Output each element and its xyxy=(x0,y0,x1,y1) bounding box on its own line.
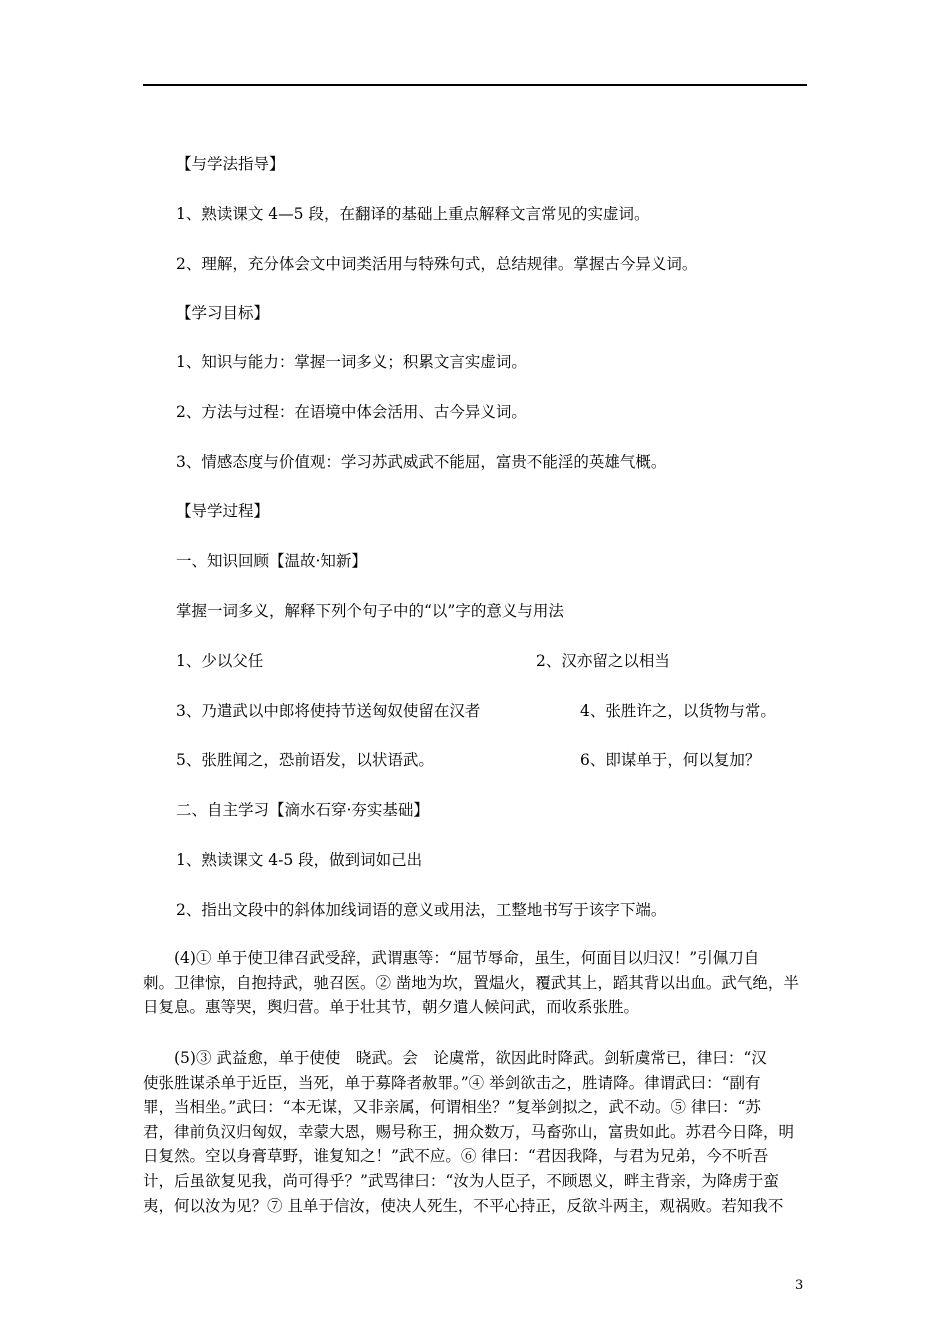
goals-item-3: 3、情感态度与价值观：学习苏武威武不能屈，富贵不能淫的英雄气概。 xyxy=(176,453,667,471)
passage-4-line: 日复息。惠等哭，舆归营。单于壮其节，朝夕遣人候问武，而收系张胜。 xyxy=(143,998,640,1017)
goals-item-1: 1、知识与能力：掌握一词多义；积累文言实虚词。 xyxy=(176,353,527,371)
guide-item-2: 2、理解，充分体会文中词类活用与特殊句式，总结规律。掌握古今异义词。 xyxy=(176,255,698,273)
part1-heading: 一、知识回顾【温故·知新】 xyxy=(176,552,367,570)
passage-5-line: 日复然。空以身膏草野，谁复知之！”武不应。⑥ 律曰：“君因我降，与君为兄弟，今不听吾 xyxy=(143,1147,769,1166)
goals-item-2: 2、方法与过程：在语境中体会活用、古今异义词。 xyxy=(176,403,527,421)
process-heading: 【导学过程】 xyxy=(176,502,270,520)
part1-sentence-4: 4、张胜许之，以货物与常。 xyxy=(580,702,776,720)
passage-4 xyxy=(143,946,810,1020)
part1-sentence-1: 1、少以父任 xyxy=(176,652,264,670)
part1-sentence-6: 6、即谋单于，何以复加？ xyxy=(580,751,761,769)
part2-item-2: 2、指出文段中的斜体加线词语的意义或用法，工整地书写于该字下端。 xyxy=(176,901,667,919)
passage-4-line: (4)① 单于使卫律召武受辞，武谓惠等：“屈节辱命，虽生，何面目以归汉！”引佩刀自 xyxy=(143,949,760,967)
passage-5-line: 罪，当相坐。”武曰：“本无谋，又非亲属，何谓相坐？”复举剑拟之，武不动。⑤ 律曰：“苏 xyxy=(143,1098,761,1117)
guide-item-1: 1、熟读课文 4—5 段，在翻译的基础上重点解释文言常见的实虚词。 xyxy=(176,205,650,223)
part2-heading: 二、自主学习【滴水石穿·夯实基础】 xyxy=(176,801,429,819)
guide-heading: 【与学法指导】 xyxy=(176,155,285,173)
passage-5 xyxy=(143,1046,810,1218)
passage-5-line: 夷，何以汝为见？⑦ 且单于信汝，使决人死生，不平心持正，反欲斗两主，观祸败。若知我不 xyxy=(143,1196,784,1215)
header-rule xyxy=(143,84,807,86)
goals-heading: 【学习目标】 xyxy=(176,304,270,322)
passage-5-line: 使张胜谋杀单于近臣，当死，单于募降者赦罪。”④ 举剑欲击之，胜请降。律谓武曰：“副有 xyxy=(143,1073,761,1092)
part1-sentence-3: 3、乃遣武以中郎将使持节送匈奴使留在汉者 xyxy=(176,702,481,720)
passage-5-line: 君，律前负汉归匈奴，幸蒙大恩，赐号称王，拥众数万，马畜弥山，富贵如此。苏君今日降，明 xyxy=(143,1122,795,1141)
page-number: 3 xyxy=(795,1278,804,1293)
part1-sentence-2: 2、汉亦留之以相当 xyxy=(536,652,670,670)
passage-5-line: 计，后虽欲复见我，尚可得乎？”武骂律曰：“汝为人臣子，不顾恩义，畔主背亲，为降虏于蛮 xyxy=(143,1171,779,1190)
part1-sentence-5: 5、张胜闻之，恐前语发，以状语武。 xyxy=(176,751,434,769)
passage-4-line: 刺。卫律惊，自抱持武，驰召医。② 凿地为坎，置煴火，覆武其上，蹈其背以出血。武气绝，半 xyxy=(143,973,799,992)
part2-item-1: 1、熟读课文 4-5 段，做到词如己出 xyxy=(176,851,423,869)
passage-5-line: (5)③ 武益愈，单于使使 晓武。会 论虞常，欲因此时降武。剑斩虞常已，律曰：“汉 xyxy=(143,1049,767,1067)
part1-instruction: 掌握一词多义，解释下列个句子中的“以”字的意义与用法 xyxy=(176,602,564,620)
